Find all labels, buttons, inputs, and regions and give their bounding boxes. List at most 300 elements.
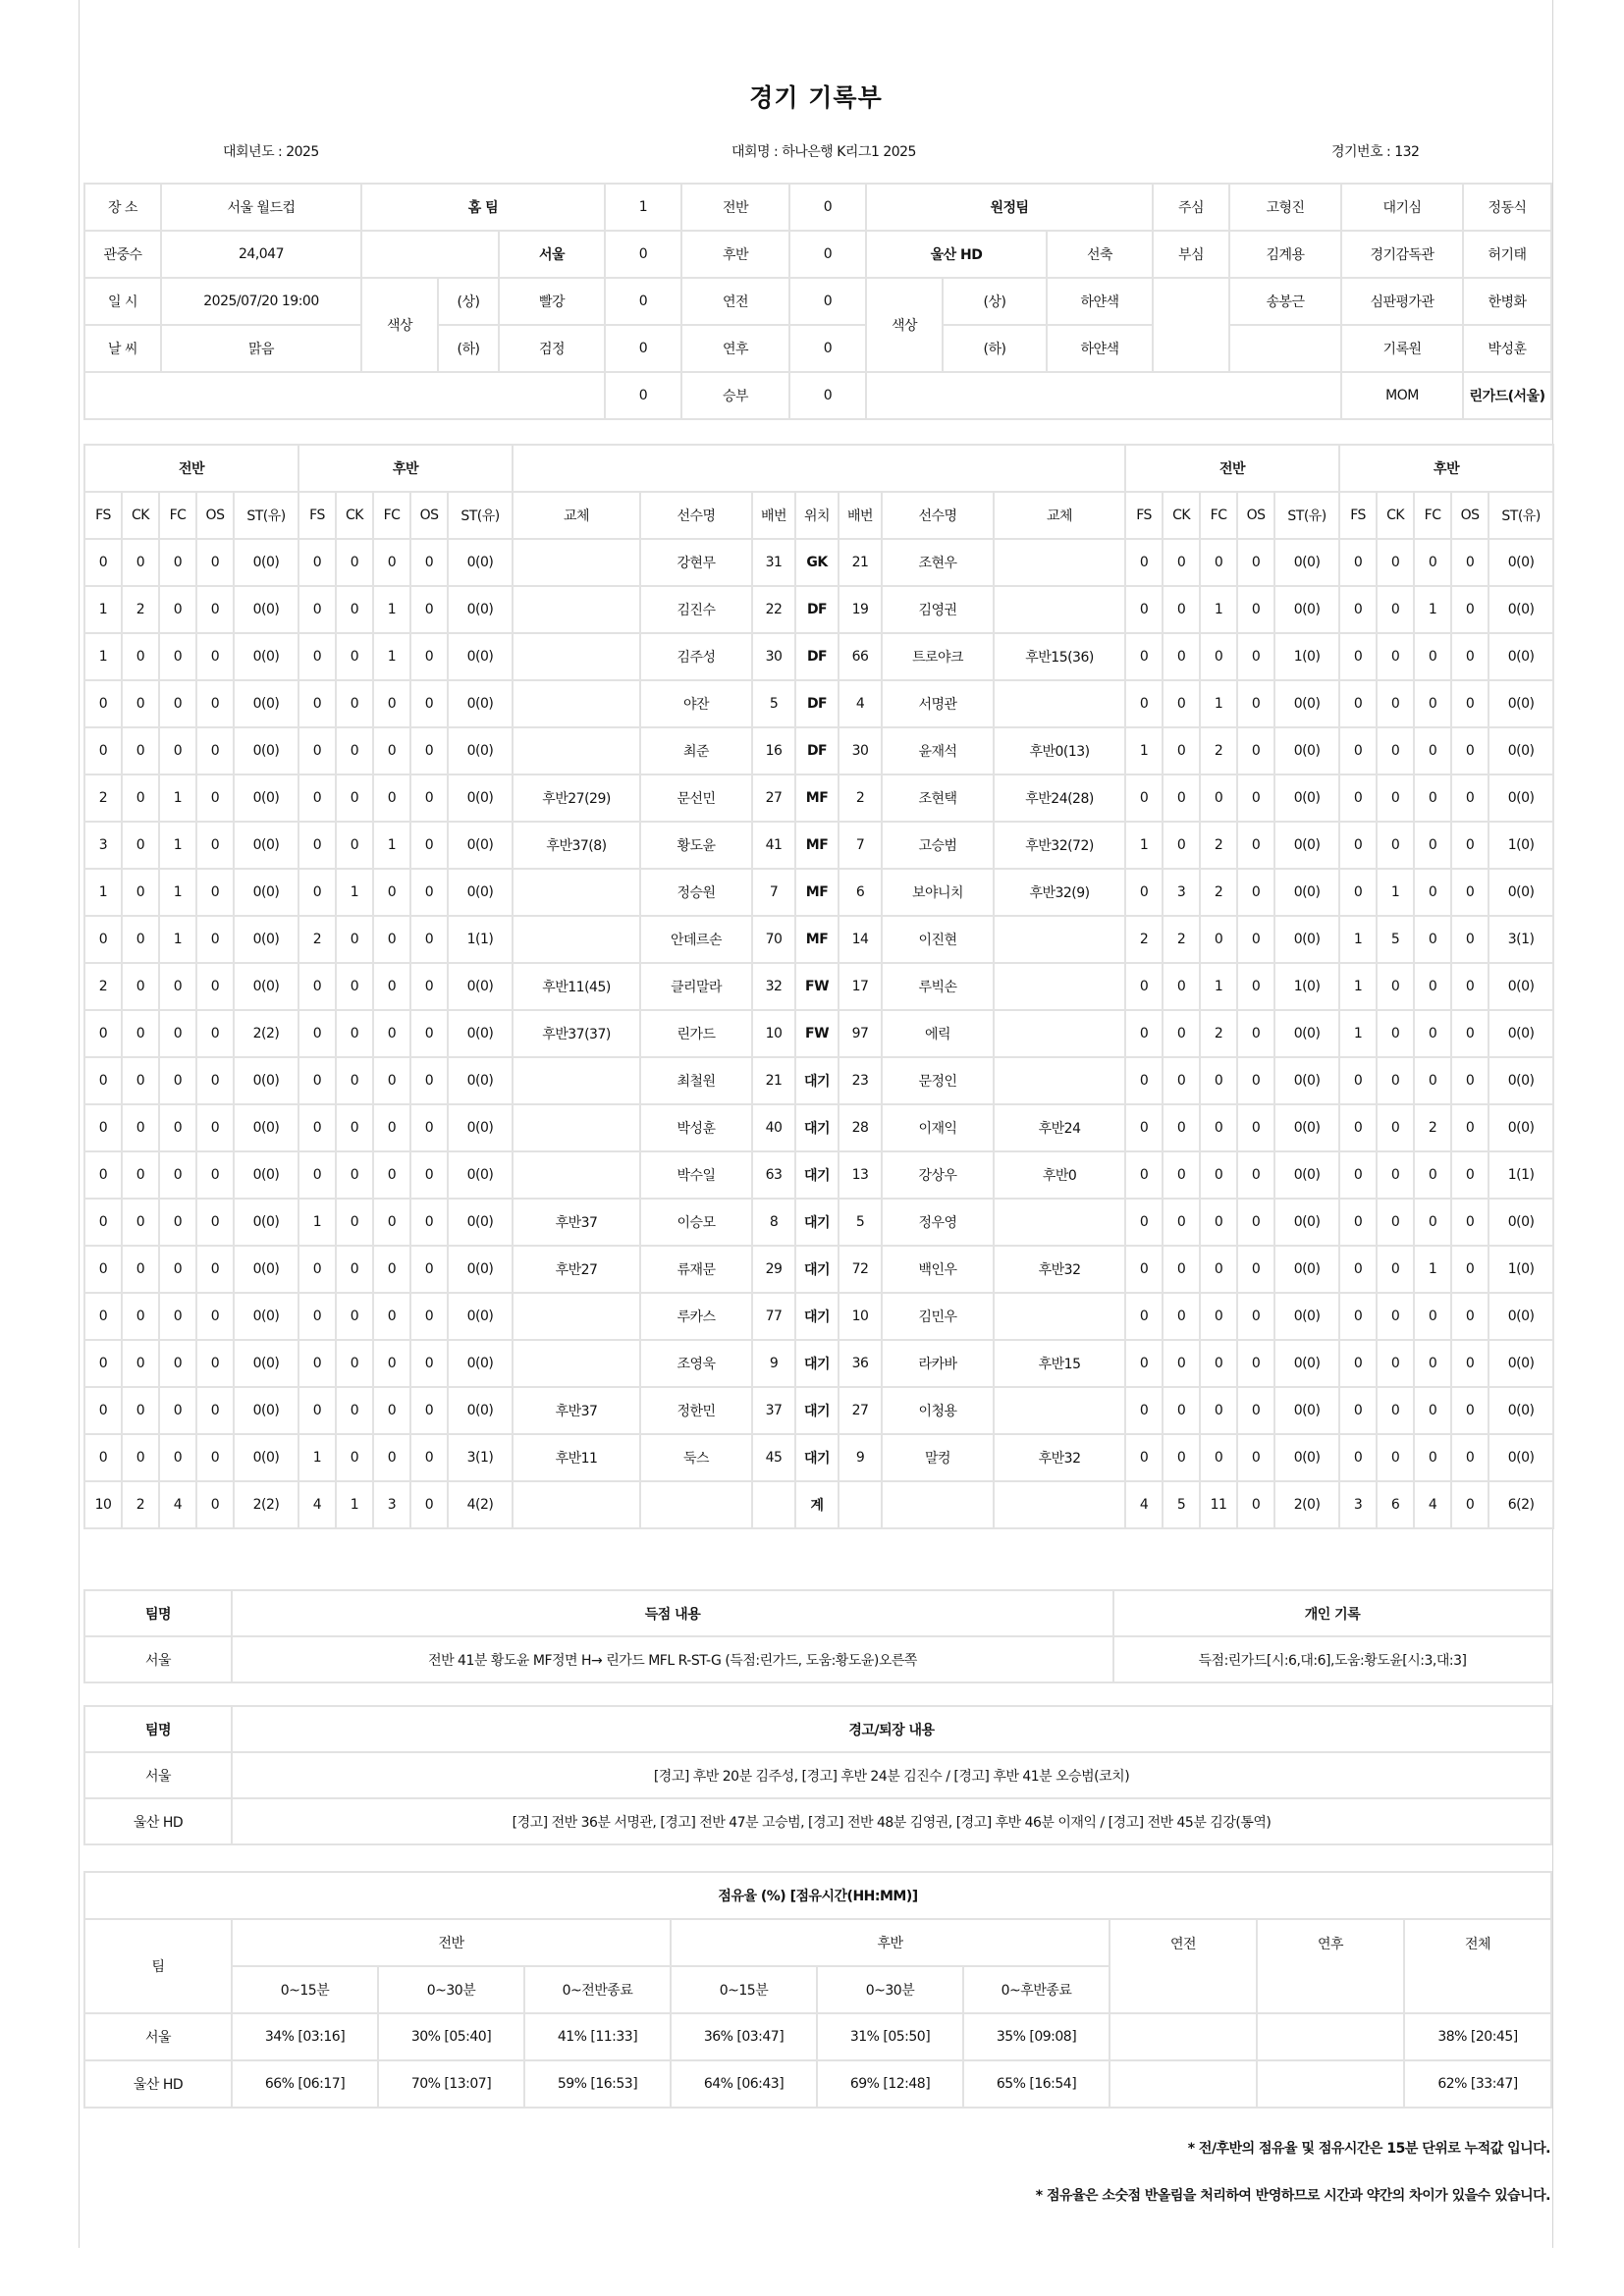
stat-header: CK xyxy=(1377,492,1414,539)
away-stat-value: 0(0) xyxy=(1274,1340,1339,1387)
away-stat-value: 0 xyxy=(1339,1057,1377,1104)
home-stat-value: 0 xyxy=(410,586,448,633)
home-top-label: (상) xyxy=(438,278,499,325)
away-substitution: 후반24(28) xyxy=(994,774,1125,822)
goals-content-header: 득점 내용 xyxy=(232,1590,1113,1636)
away-stat-value: 0(0) xyxy=(1489,539,1553,586)
home-second-half-score: 0 xyxy=(605,231,681,278)
season-label: 대회년도 : 2025 xyxy=(223,144,319,160)
away-stat-value: 0 xyxy=(1125,963,1163,1010)
home-substitution: 후반11(45) xyxy=(513,963,640,1010)
home-substitution xyxy=(513,1057,640,1104)
home-player-number: 63 xyxy=(752,1151,795,1199)
competition-label: 대회명 : 하나은행 K리그1 2025 xyxy=(731,144,916,160)
possession-total-header: 전체 xyxy=(1404,1919,1551,2013)
total-spacer xyxy=(513,1481,640,1528)
away-stat-value: 0 xyxy=(1237,822,1274,869)
home-stat-value: 0 xyxy=(373,1199,410,1246)
away-substitution: 후반0 xyxy=(994,1151,1125,1199)
away-stat-value: 0 xyxy=(1200,1293,1237,1340)
home-stat-value: 0 xyxy=(84,1293,122,1340)
away-stat-value: 0 xyxy=(1125,539,1163,586)
away-stat-value: 0 xyxy=(1377,1010,1414,1057)
away-stat-value: 1(0) xyxy=(1489,1246,1553,1293)
possession-value: 65% [16:54] xyxy=(963,2060,1110,2108)
player-position: MF xyxy=(795,869,839,916)
away-stat-value: 0(0) xyxy=(1489,1057,1553,1104)
away-stat-value: 0 xyxy=(1339,1246,1377,1293)
home-stat-value: 0 xyxy=(84,916,122,963)
away-stat-value: 0 xyxy=(1377,539,1414,586)
home-stat-value: 0 xyxy=(84,1104,122,1151)
header-spacer xyxy=(513,445,1125,492)
away-stat-value: 0 xyxy=(1414,633,1451,680)
home-player-name: 황도윤 xyxy=(640,822,752,869)
home-player-number: 8 xyxy=(752,1199,795,1246)
player-row xyxy=(84,1104,1553,1151)
home-player-number: 40 xyxy=(752,1104,795,1151)
away-top-label: (상) xyxy=(943,278,1047,325)
away-stat-value: 0 xyxy=(1377,727,1414,774)
goals-personal-record: 득점:린가드[시:6,대:6],도움:황도윤[시:3,대:3] xyxy=(1113,1636,1551,1682)
home-stat-value: 0 xyxy=(122,1199,159,1246)
player-row xyxy=(84,680,1553,727)
away-stat-value: 5 xyxy=(1377,916,1414,963)
total-spacer xyxy=(839,1481,882,1528)
away-stat-value: 0 xyxy=(1237,539,1274,586)
away-stat-value: 0 xyxy=(1377,1199,1414,1246)
away-stat-value: 0 xyxy=(1125,633,1163,680)
home-stat-value: 0 xyxy=(159,963,196,1010)
home-player-number: 41 xyxy=(752,822,795,869)
home-substitution: 후반27(29) xyxy=(513,774,640,822)
player-position: 대기 xyxy=(795,1434,839,1481)
cards-content-header: 경고/퇴장 내용 xyxy=(232,1706,1551,1752)
home-stat-value: 0 xyxy=(336,539,373,586)
away-stat-value: 1(0) xyxy=(1489,822,1553,869)
cards-team: 서울 xyxy=(84,1752,232,1798)
mom-label: MOM xyxy=(1341,372,1463,419)
away-stat-value: 0 xyxy=(1377,1057,1414,1104)
home-stat-value: 0 xyxy=(410,1434,448,1481)
home-stat-value: 1 xyxy=(298,1199,336,1246)
possession-extra1 xyxy=(1110,2060,1257,2108)
player-row xyxy=(84,1010,1553,1057)
home-stat-value: 0 xyxy=(410,1387,448,1434)
home-stat-value: 0 xyxy=(122,727,159,774)
home-stat-value: 1 xyxy=(84,869,122,916)
home-stat-value: 0 xyxy=(298,1010,336,1057)
player-row xyxy=(84,586,1553,633)
possession-value: 34% [03:16] xyxy=(232,2013,378,2060)
possession-value: 64% [06:43] xyxy=(671,2060,817,2108)
away-stat-value: 0 xyxy=(1451,1434,1489,1481)
home-total-value: 2(2) xyxy=(234,1481,298,1528)
away-stat-value: 0 xyxy=(1237,586,1274,633)
player-position: DF xyxy=(795,633,839,680)
cards-table xyxy=(83,1705,1552,1845)
away-stat-value: 0 xyxy=(1163,1199,1200,1246)
away-stat-value: 0 xyxy=(1200,633,1237,680)
home-player-name: 린가드 xyxy=(640,1010,752,1057)
home-stat-value: 0 xyxy=(373,1104,410,1151)
home-stat-value: 0 xyxy=(196,1387,234,1434)
away-stat-value: 0 xyxy=(1451,1199,1489,1246)
home-name-header: 선수명 xyxy=(640,492,752,539)
referee-value: 고형진 xyxy=(1229,184,1341,231)
away-stat-value: 0 xyxy=(1339,1293,1377,1340)
home-stat-value: 0(0) xyxy=(448,586,513,633)
home-substitution xyxy=(513,1293,640,1340)
home-stat-value: 1(1) xyxy=(448,916,513,963)
home-stat-value: 0(0) xyxy=(448,1340,513,1387)
away-stat-value: 0 xyxy=(1237,1434,1274,1481)
away-player-name: 루빅손 xyxy=(882,963,994,1010)
away-stat-value: 1 xyxy=(1339,1010,1377,1057)
home-stat-value: 0(0) xyxy=(234,1199,298,1246)
home-stat-value: 0 xyxy=(336,774,373,822)
home-stat-value: 0 xyxy=(159,1246,196,1293)
away-stat-value: 0 xyxy=(1339,727,1377,774)
away-stat-value: 0 xyxy=(1125,1104,1163,1151)
away-stat-value: 0 xyxy=(1163,774,1200,822)
home-stat-value: 0 xyxy=(159,539,196,586)
away-stat-value: 0 xyxy=(1377,586,1414,633)
home-player-number: 10 xyxy=(752,1010,795,1057)
away-player-number: 66 xyxy=(839,633,882,680)
away-substitution xyxy=(994,1199,1125,1246)
home-stat-value: 0 xyxy=(410,1293,448,1340)
away-stat-value: 0 xyxy=(1237,633,1274,680)
home-bottom-label: (하) xyxy=(438,325,499,372)
home-stat-value: 0 xyxy=(84,1151,122,1199)
player-row xyxy=(84,1151,1553,1199)
player-position: 대기 xyxy=(795,1246,839,1293)
home-stat-value: 0 xyxy=(196,869,234,916)
away-stat-value: 0 xyxy=(1237,774,1274,822)
away-substitution xyxy=(994,680,1125,727)
home-stat-value: 0(0) xyxy=(448,727,513,774)
home-stat-value: 0(0) xyxy=(234,1434,298,1481)
away-substitution xyxy=(994,586,1125,633)
home-player-number: 31 xyxy=(752,539,795,586)
home-stat-value: 0 xyxy=(122,1340,159,1387)
away-substitution: 후반32(72) xyxy=(994,822,1125,869)
away-stat-value: 0 xyxy=(1377,633,1414,680)
home-substitution: 후반37(8) xyxy=(513,822,640,869)
home-stat-value: 0 xyxy=(196,774,234,822)
home-stat-value: 1 xyxy=(373,822,410,869)
home-substitution: 후반11 xyxy=(513,1434,640,1481)
away-total-value: 2(0) xyxy=(1274,1481,1339,1528)
home-stat-value: 0 xyxy=(159,1199,196,1246)
home-stat-value: 0(0) xyxy=(448,1199,513,1246)
possession-value: 59% [16:53] xyxy=(524,2060,671,2108)
away-stat-value: 0 xyxy=(1339,822,1377,869)
home-stat-value: 0(0) xyxy=(448,539,513,586)
away-total-value: 0 xyxy=(1451,1481,1489,1528)
player-position: 대기 xyxy=(795,1057,839,1104)
possession-value: 66% [06:17] xyxy=(232,2060,378,2108)
away-stat-value: 0(0) xyxy=(1274,774,1339,822)
away-stat-value: 0 xyxy=(1125,1010,1163,1057)
home-player-name: 이승모 xyxy=(640,1199,752,1246)
away-kickoff-label: 선축 xyxy=(1047,231,1153,278)
home-stat-value: 0 xyxy=(298,1104,336,1151)
away-stat-value: 0 xyxy=(1237,1293,1274,1340)
away-total-value: 0 xyxy=(1237,1481,1274,1528)
home-player-number: 21 xyxy=(752,1057,795,1104)
away-substitution xyxy=(994,1057,1125,1104)
away-stat-value: 0 xyxy=(1339,539,1377,586)
home-stat-value: 0 xyxy=(373,1151,410,1199)
away-stat-value: 1 xyxy=(1200,963,1237,1010)
home-player-name: 정승원 xyxy=(640,869,752,916)
home-stat-value: 0 xyxy=(159,727,196,774)
possession-value: 30% [05:40] xyxy=(378,2013,524,2060)
away-stat-value: 2 xyxy=(1125,916,1163,963)
away-player-number: 97 xyxy=(839,1010,882,1057)
away-stat-value: 0(0) xyxy=(1489,1340,1553,1387)
home-stat-value: 0 xyxy=(122,916,159,963)
away-bottom-color: 하얀색 xyxy=(1047,325,1153,372)
away-stat-value: 0 xyxy=(1451,963,1489,1010)
away-stat-value: 0 xyxy=(1163,1340,1200,1387)
extra-second-label: 연후 xyxy=(681,325,789,372)
player-row xyxy=(84,539,1553,586)
home-player-name: 정한민 xyxy=(640,1387,752,1434)
stat-header: FC xyxy=(1200,492,1237,539)
home-stat-value: 0 xyxy=(122,1104,159,1151)
penalty-shootout-label: 승부 xyxy=(681,372,789,419)
away-stat-value: 0 xyxy=(1163,1293,1200,1340)
stat-header: FC xyxy=(373,492,410,539)
home-stat-value: 1 xyxy=(373,586,410,633)
away-stat-value: 0 xyxy=(1339,869,1377,916)
away-first-half-header: 전반 xyxy=(1125,445,1339,492)
away-stat-value: 0 xyxy=(1377,1387,1414,1434)
away-stat-value: 0 xyxy=(1339,680,1377,727)
home-stat-value: 0 xyxy=(410,1010,448,1057)
away-player-number: 14 xyxy=(839,916,882,963)
home-stat-value: 0 xyxy=(196,539,234,586)
away-total-value: 4 xyxy=(1125,1481,1163,1528)
away-stat-value: 0 xyxy=(1200,1057,1237,1104)
player-row xyxy=(84,1387,1553,1434)
home-stat-value: 0 xyxy=(196,963,234,1010)
home-stat-value: 0 xyxy=(410,822,448,869)
home-substitution: 후반37(37) xyxy=(513,1010,640,1057)
home-stat-value: 0 xyxy=(196,1010,234,1057)
away-substitution xyxy=(994,916,1125,963)
home-stat-value: 0 xyxy=(196,1151,234,1199)
home-stat-value: 0 xyxy=(84,1387,122,1434)
match-report-page xyxy=(79,0,1553,2248)
player-row xyxy=(84,1340,1553,1387)
player-stats-table xyxy=(83,444,1554,1529)
away-player-name: 조현택 xyxy=(882,774,994,822)
away-stat-value: 2 xyxy=(1414,1104,1451,1151)
away-stat-value: 0 xyxy=(1237,916,1274,963)
away-stat-value: 0(0) xyxy=(1274,727,1339,774)
home-pk-score: 0 xyxy=(605,372,681,419)
home-stat-value: 0 xyxy=(122,1151,159,1199)
home-stat-value: 0 xyxy=(373,963,410,1010)
away-stat-value: 0 xyxy=(1451,1293,1489,1340)
assessor-value: 한병화 xyxy=(1463,278,1551,325)
away-player-name: 김영권 xyxy=(882,586,994,633)
home-stat-value: 0(0) xyxy=(234,1104,298,1151)
home-stat-value: 0 xyxy=(196,727,234,774)
player-total-row xyxy=(84,1481,1553,1528)
away-stat-value: 0 xyxy=(1451,586,1489,633)
stat-header: ST(유) xyxy=(1274,492,1339,539)
possession-value: 35% [09:08] xyxy=(963,2013,1110,2060)
away-player-name: 정우영 xyxy=(882,1199,994,1246)
away-stat-value: 0(0) xyxy=(1274,869,1339,916)
home-stat-value: 0 xyxy=(122,1434,159,1481)
away-stat-value: 0 xyxy=(1339,1434,1377,1481)
home-stat-value: 0 xyxy=(196,680,234,727)
possession-extra1-header: 연전 xyxy=(1110,1919,1257,2013)
away-stat-value: 0 xyxy=(1339,1387,1377,1434)
stat-header: CK xyxy=(122,492,159,539)
home-player-name: 박성훈 xyxy=(640,1104,752,1151)
home-stat-value: 0 xyxy=(410,539,448,586)
home-stat-value: 0(0) xyxy=(234,1151,298,1199)
away-first-half-score: 0 xyxy=(789,184,866,231)
home-stat-value: 0 xyxy=(298,1057,336,1104)
away-player-number: 23 xyxy=(839,1057,882,1104)
home-substitution xyxy=(513,1104,640,1151)
player-position: FW xyxy=(795,963,839,1010)
away-stat-value: 0 xyxy=(1163,1434,1200,1481)
away-substitution xyxy=(994,963,1125,1010)
home-stat-value: 0 xyxy=(159,680,196,727)
home-stat-value: 0(0) xyxy=(234,869,298,916)
home-player-name: 안데르손 xyxy=(640,916,752,963)
away-stat-value: 0 xyxy=(1125,1387,1163,1434)
total-spacer xyxy=(752,1481,795,1528)
home-player-name: 최준 xyxy=(640,727,752,774)
away-stat-value: 0 xyxy=(1377,1246,1414,1293)
away-stat-value: 0(0) xyxy=(1274,916,1339,963)
away-stat-value: 0 xyxy=(1339,1104,1377,1151)
away-bottom-label: (하) xyxy=(943,325,1047,372)
position-header: 위치 xyxy=(795,492,839,539)
away-stat-value: 0 xyxy=(1237,963,1274,1010)
player-row xyxy=(84,916,1553,963)
stat-header: OS xyxy=(1237,492,1274,539)
home-total-value: 0 xyxy=(196,1481,234,1528)
home-substitution: 후반37 xyxy=(513,1387,640,1434)
home-stat-value: 0 xyxy=(84,539,122,586)
home-substitution xyxy=(513,869,640,916)
away-player-number: 2 xyxy=(839,774,882,822)
home-total-value: 3 xyxy=(373,1481,410,1528)
home-stat-value: 0 xyxy=(159,1104,196,1151)
home-stat-value: 0 xyxy=(122,869,159,916)
possession-value: 31% [05:50] xyxy=(817,2013,963,2060)
home-stat-value: 0 xyxy=(410,774,448,822)
home-player-number: 16 xyxy=(752,727,795,774)
away-stat-value: 0 xyxy=(1339,774,1377,822)
away-stat-value: 0 xyxy=(1414,1057,1451,1104)
away-stat-value: 0 xyxy=(1125,1340,1163,1387)
away-player-number: 30 xyxy=(839,727,882,774)
away-player-name: 보야니치 xyxy=(882,869,994,916)
fourth-official-label: 대기심 xyxy=(1341,184,1463,231)
home-stat-value: 1 xyxy=(159,869,196,916)
away-stat-value: 0 xyxy=(1200,1434,1237,1481)
home-score: 1 xyxy=(605,184,681,231)
away-stat-value: 0 xyxy=(1339,633,1377,680)
away-total-value: 11 xyxy=(1200,1481,1237,1528)
home-stat-value: 0 xyxy=(84,1340,122,1387)
home-stat-value: 0 xyxy=(298,539,336,586)
home-stat-value: 1 xyxy=(159,822,196,869)
home-stat-value: 1 xyxy=(298,1434,336,1481)
home-stat-value: 0(0) xyxy=(448,1151,513,1199)
home-stat-value: 0 xyxy=(336,1293,373,1340)
home-stat-value: 1 xyxy=(159,774,196,822)
home-stat-value: 0 xyxy=(373,774,410,822)
home-total-value: 1 xyxy=(336,1481,373,1528)
home-stat-value: 0 xyxy=(336,1340,373,1387)
home-stat-value: 0 xyxy=(122,1293,159,1340)
possession-team-header: 팀 xyxy=(84,1919,232,2013)
home-stat-value: 0 xyxy=(84,727,122,774)
away-stat-value: 0 xyxy=(1200,1340,1237,1387)
total-spacer xyxy=(994,1481,1125,1528)
away-stat-value: 2 xyxy=(1200,822,1237,869)
away-stat-value: 0 xyxy=(1163,586,1200,633)
home-stat-value: 0 xyxy=(298,963,336,1010)
away-stat-value: 0 xyxy=(1125,1434,1163,1481)
possession-subheader: 0~후반종료 xyxy=(963,1966,1110,2013)
home-total-value: 0 xyxy=(410,1481,448,1528)
home-stat-value: 0 xyxy=(298,1293,336,1340)
weather-label: 날 씨 xyxy=(84,325,161,372)
home-player-name: 김주성 xyxy=(640,633,752,680)
away-player-number: 19 xyxy=(839,586,882,633)
home-stat-value: 0 xyxy=(84,1057,122,1104)
away-stat-value: 1 xyxy=(1339,963,1377,1010)
away-team-header: 원정팀 xyxy=(866,184,1153,231)
away-stat-value: 0(0) xyxy=(1489,680,1553,727)
home-stat-value: 0(0) xyxy=(234,1293,298,1340)
home-stat-value: 0 xyxy=(196,1293,234,1340)
away-stat-value: 0 xyxy=(1163,963,1200,1010)
away-total-value: 6 xyxy=(1377,1481,1414,1528)
away-stat-value: 0 xyxy=(1414,1387,1451,1434)
away-stat-value: 0 xyxy=(1163,1057,1200,1104)
home-sub-header: 교체 xyxy=(513,492,640,539)
away-stat-value: 1 xyxy=(1377,869,1414,916)
home-stat-value: 2 xyxy=(122,586,159,633)
home-first-half-header: 전반 xyxy=(84,445,298,492)
player-position: 대기 xyxy=(795,1387,839,1434)
possession-subheader: 0~15분 xyxy=(671,1966,817,2013)
home-stat-value: 0 xyxy=(373,1340,410,1387)
assistant-referee-1: 김계용 xyxy=(1229,231,1341,278)
away-player-name: 백인우 xyxy=(882,1246,994,1293)
away-substitution xyxy=(994,1293,1125,1340)
match-info-table xyxy=(83,183,1552,420)
total-spacer xyxy=(640,1481,752,1528)
away-player-number: 6 xyxy=(839,869,882,916)
away-stat-value: 0 xyxy=(1451,1151,1489,1199)
